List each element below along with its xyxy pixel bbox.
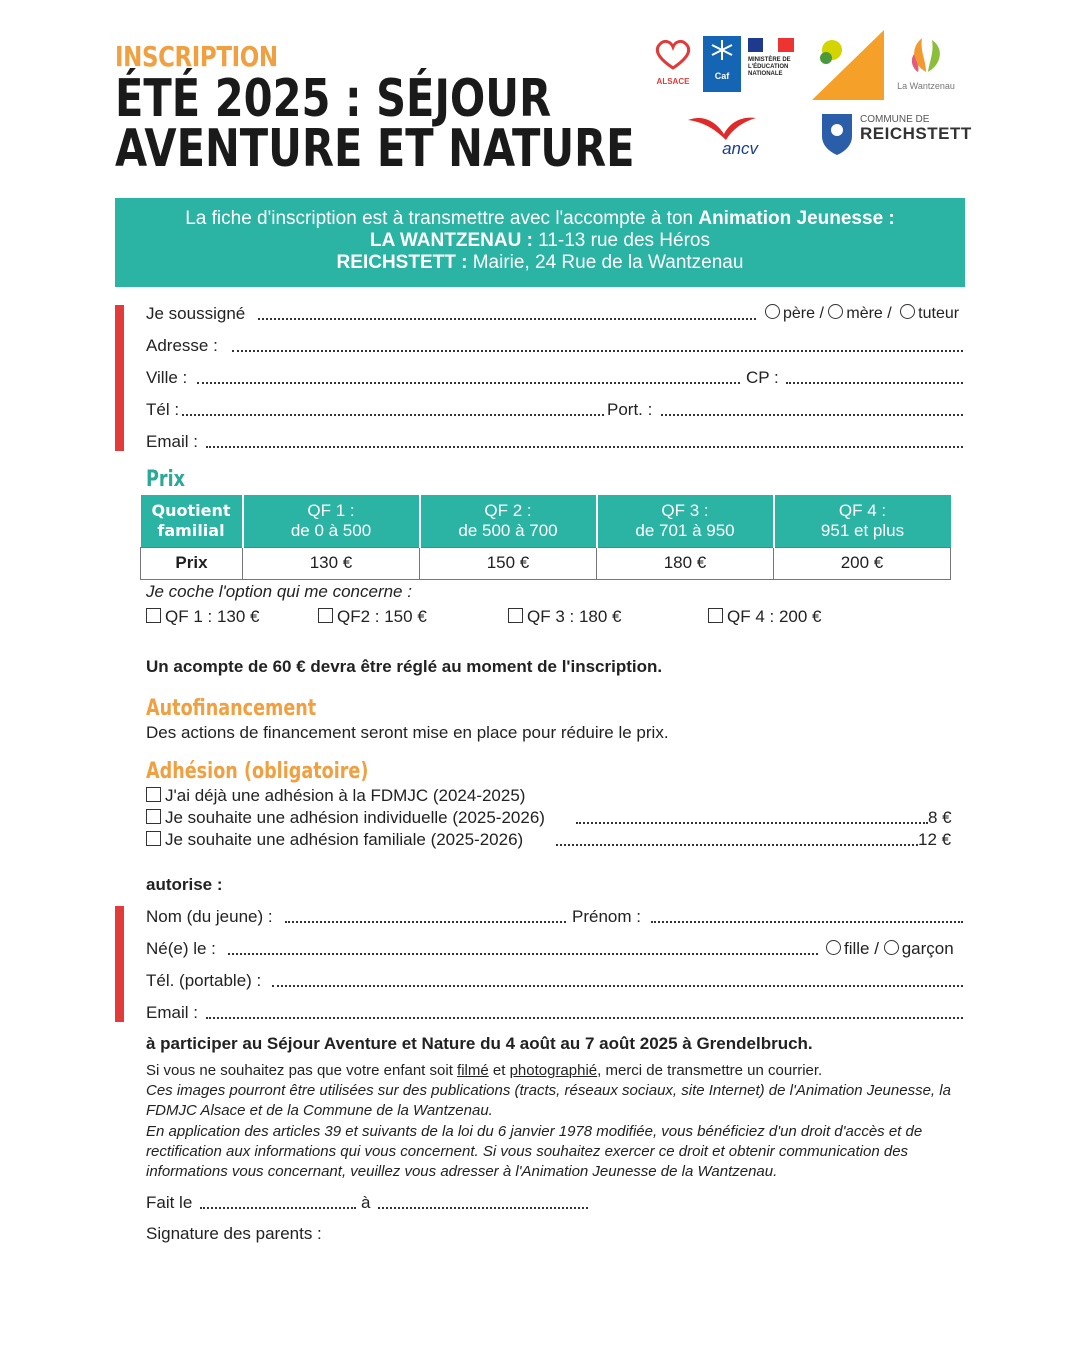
port-field[interactable] — [661, 402, 963, 416]
prix-row-label: Prix — [141, 547, 243, 579]
qf3-checkbox[interactable] — [508, 608, 523, 623]
adhesion-item-3[interactable] — [146, 830, 523, 850]
commune-de-text: COMMUNE DE — [860, 114, 930, 125]
tuteur-label: tuteur — [918, 305, 960, 322]
nom-field[interactable] — [285, 909, 566, 923]
fdmjc-triangle-icon — [812, 30, 884, 100]
fait-le-field[interactable] — [200, 1195, 356, 1209]
qf-header-cell — [141, 495, 243, 547]
autorise-label: autorise : — [146, 875, 223, 894]
child-section-bar — [115, 906, 124, 1022]
qf3-price: 180 € — [597, 547, 774, 579]
autofinancement-text: Des actions de financement seront mise en place pour réduire le prix. — [146, 723, 669, 742]
qf1-price: 130 € — [243, 547, 420, 579]
banner-line-2-bold: LA WANTZENAU : — [370, 230, 533, 251]
qf3-option-label: QF 3 : 180 € — [527, 607, 622, 626]
prenom-field[interactable] — [651, 909, 963, 923]
consent-text-c: , merci de transmettre un courrier. — [597, 1062, 823, 1079]
qf-header-line-2: familial — [157, 520, 225, 540]
adhesion-3-leader — [556, 832, 918, 846]
adhesion-heading: Adhésion (obligatoire) — [146, 759, 369, 784]
banner-line-2 — [115, 230, 965, 252]
coche-label: Je coche l'option qui me concerne : — [146, 582, 412, 601]
a-label: à — [361, 1193, 371, 1212]
mere-radio[interactable] — [828, 304, 843, 319]
parent-role-options — [765, 304, 959, 323]
snowflake-icon — [703, 36, 741, 66]
qf3-range: de 701 à 950 — [635, 520, 735, 540]
fille-label: fille / — [844, 939, 879, 958]
tel-field[interactable] — [182, 402, 604, 416]
qf3-title: QF 3 : — [661, 500, 709, 520]
fdmjc-logo — [812, 30, 884, 100]
parent-section-bar — [115, 305, 124, 451]
adhesion-3-price: 12 € — [918, 830, 952, 849]
cp-label: CP : — [746, 368, 779, 387]
title-line-1: ÉTÉ 2025 : SÉJOUR — [115, 69, 552, 129]
tuteur-radio[interactable] — [900, 304, 915, 319]
banner-line-2-text: 11-13 rue des Héros — [532, 230, 710, 251]
qf4-option-label: QF 4 : 200 € — [727, 607, 822, 626]
kicker-inscription: INSCRIPTION — [115, 40, 278, 73]
adhesion-2-label: Je souhaite une adhésion individuelle (2025-2026) — [165, 808, 545, 827]
adhesion-2-checkbox[interactable] — [146, 809, 161, 824]
prenom-label: Prénom : — [572, 907, 641, 926]
adhesion-1-checkbox[interactable] — [146, 787, 161, 802]
banner-line-3 — [115, 252, 965, 274]
alsace-logo — [652, 38, 694, 88]
qf1-option[interactable] — [146, 607, 260, 627]
garcon-label: garçon — [901, 939, 954, 958]
qf-header-line-1: Quotient — [151, 500, 231, 520]
soussigne-field[interactable] — [258, 306, 756, 320]
images-usage-text: Ces images pourront être utilisées sur des publications (tracts, réseaux sociaux, site Internet) de l'Animation Jeunesse, la FDMJC Alsace et de la Commune de la Wantzenau. — [146, 1082, 951, 1119]
fille-radio[interactable] — [826, 940, 841, 955]
qf1-option-label: QF 1 : 130 € — [165, 607, 260, 626]
alsace-logo-text: ALSACE — [656, 77, 690, 86]
banner-line-3-text: Mairie, 24 Rue de la Wantzenau — [467, 252, 744, 273]
ancv-bird-icon — [686, 112, 758, 142]
port-label: Port. : — [607, 400, 653, 419]
adhesion-2-leader — [576, 810, 928, 824]
qf1-header — [243, 495, 420, 547]
alsace-heart-icon — [652, 38, 694, 72]
consent-photo: photographié — [509, 1062, 598, 1079]
banner-line-1 — [115, 208, 965, 230]
adhesion-1-label: J'ai déjà une adhésion à la FDMJC (2024-2025) — [165, 786, 526, 805]
pere-radio[interactable] — [765, 304, 780, 319]
qf3-header — [597, 495, 774, 547]
qf2-option[interactable] — [318, 607, 427, 627]
banner-line-3-bold: REICHSTETT : — [336, 252, 468, 273]
mere-label: mère / — [846, 305, 892, 322]
soussigne-label: Je soussigné — [146, 304, 246, 323]
signature-label: Signature des parents : — [146, 1224, 322, 1243]
qf2-price: 150 € — [420, 547, 597, 579]
qf2-range: de 500 à 700 — [458, 520, 558, 540]
qf4-range: 951 et plus — [820, 520, 905, 540]
consent-text-a: Si vous ne souhaitez pas que votre enfant soit — [146, 1062, 458, 1079]
gender-options — [826, 939, 954, 959]
ancv-logo-text: ancv — [722, 139, 758, 158]
qf2-header — [420, 495, 597, 547]
ville-field[interactable] — [197, 370, 740, 384]
qf4-header — [774, 495, 951, 547]
qf1-checkbox[interactable] — [146, 608, 161, 623]
wantzenau-logo-text: La Wantzenau — [897, 81, 955, 91]
adresse-label: Adresse : — [146, 336, 218, 355]
ne-label: Né(e) le : — [146, 939, 216, 958]
banner-line-1-bold: Animation Jeunesse : — [698, 208, 895, 229]
wantzenau-logo — [892, 34, 960, 94]
ville-label: Ville : — [146, 368, 188, 387]
tel-portable-label: Tél. (portable) : — [146, 971, 262, 990]
french-flag-icon — [748, 38, 794, 52]
caf-logo-text: Caf — [714, 71, 730, 81]
qf4-title: QF 4 : — [838, 500, 887, 520]
tel-label: Tél : — [146, 400, 180, 419]
lieu-field[interactable] — [378, 1195, 588, 1209]
prix-table-price-row — [141, 547, 951, 579]
ne-field[interactable] — [228, 941, 818, 955]
adhesion-3-checkbox[interactable] — [146, 831, 161, 846]
prix-table — [140, 495, 951, 580]
info-banner — [115, 198, 965, 287]
child-email-label: Email : — [146, 1003, 198, 1022]
adhesion-3-label: Je souhaite une adhésion familiale (2025-2026) — [165, 830, 524, 849]
prix-table-header-row — [141, 495, 951, 547]
autofinancement-heading: Autofinancement — [146, 696, 317, 721]
qf1-title: QF 1 : — [307, 500, 355, 520]
page-title — [115, 69, 635, 179]
consent-text — [146, 1061, 971, 1081]
email-label: Email : — [146, 432, 198, 451]
adresse-field[interactable] — [232, 338, 963, 352]
ministere-logo — [748, 38, 794, 92]
qf4-option[interactable] — [708, 607, 822, 627]
adhesion-item-2[interactable] — [146, 808, 545, 828]
qf2-title: QF 2 : — [484, 500, 532, 520]
fait-le-label: Fait le — [146, 1193, 193, 1212]
qf2-checkbox[interactable] — [318, 608, 333, 623]
participation-text: à participer au Séjour Aventure et Nature du 4 août au 7 août 2025 à Grendelbruch. — [146, 1034, 813, 1053]
adhesion-item-1[interactable] — [146, 786, 525, 806]
ancv-logo — [686, 112, 758, 156]
garcon-radio[interactable] — [884, 940, 899, 955]
banner-line-1-text: La fiche d'inscription est à transmettre avec l'accompte à ton — [185, 208, 699, 229]
nom-label: Nom (du jeune) : — [146, 907, 273, 926]
qf4-price: 200 € — [774, 547, 951, 579]
email-field[interactable] — [206, 434, 963, 448]
ministere-logo-text: MINISTÈRE DE L'ÉDUCATION NATIONALE — [748, 57, 791, 77]
acompte-text: Un acompte de 60 € devra être réglé au moment de l'inscription. — [146, 657, 663, 676]
wantzenau-leaf-icon — [892, 34, 960, 76]
pere-label: père / — [783, 305, 824, 322]
consent-text-b: et — [488, 1062, 510, 1079]
prix-heading: Prix — [146, 467, 185, 492]
reichstett-text: REICHSTETT — [860, 124, 972, 143]
tel-portable-field[interactable] — [272, 973, 963, 987]
qf4-checkbox[interactable] — [708, 608, 723, 623]
reichstett-shield-icon — [820, 112, 854, 156]
qf3-option[interactable] — [508, 607, 622, 627]
reichstett-logo — [820, 112, 972, 158]
title-line-2: AVENTURE ET NATURE — [115, 119, 635, 179]
consent-filme: filmé — [457, 1062, 489, 1079]
rgpd-text: En application des articles 39 et suivants de la loi du 6 janvier 1978 modifiée, vous bénéficiez d'un droit d'accès et de rectification aux informations qui vous concernent. Si vous souhaitez exercer ce droit et obtenir communication des informations vous concernant, veuillez vous adresser à l'Animation Jeunesse de la Wantzenau. — [146, 1123, 923, 1180]
qf2-option-label: QF2 : 150 € — [337, 607, 427, 626]
caf-logo — [703, 36, 741, 92]
cp-field[interactable] — [786, 370, 963, 384]
qf1-range: de 0 à 500 — [290, 520, 372, 540]
child-email-field[interactable] — [206, 1005, 963, 1019]
adhesion-2-price: 8 € — [928, 808, 952, 827]
